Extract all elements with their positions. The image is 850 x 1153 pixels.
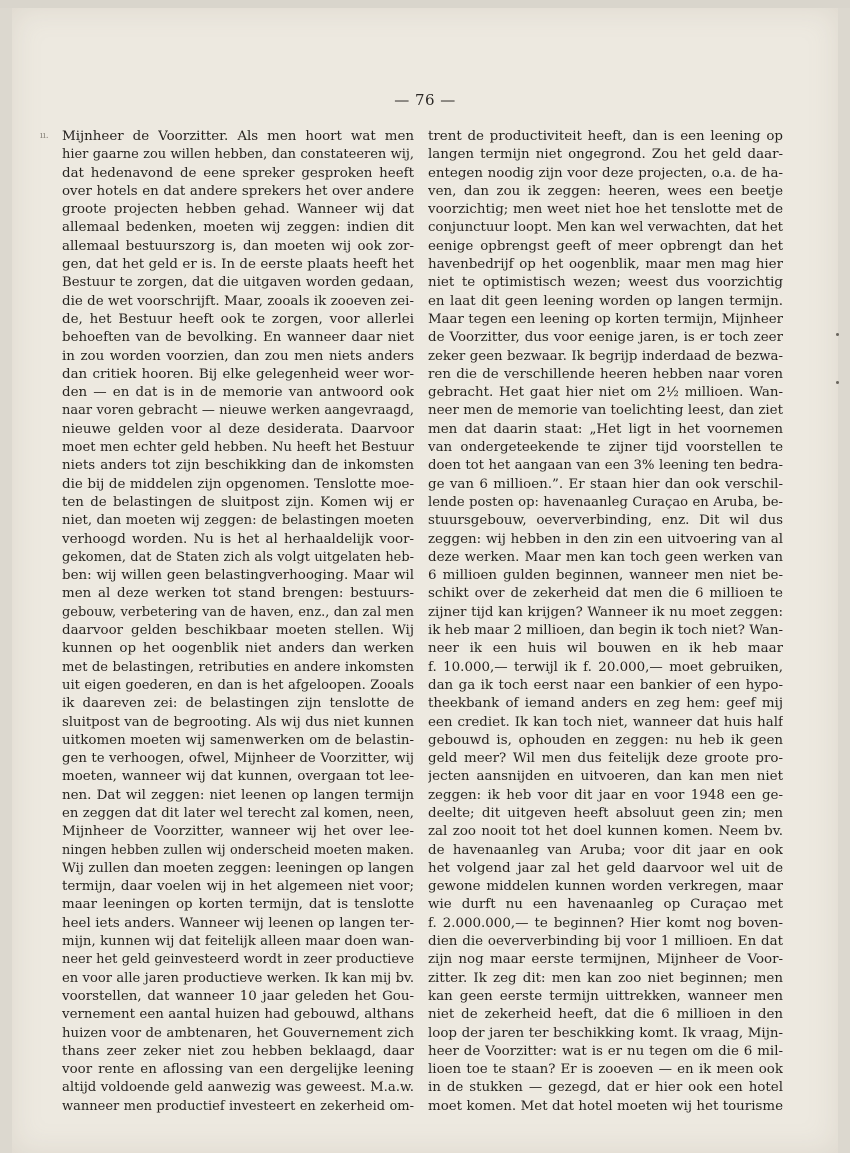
scan-speck — [836, 381, 839, 384]
text-line: nen. Dat wil zeggen: niet leenen op langen termijn — [62, 787, 414, 803]
text-line: 6 millioen gulden beginnen, wanneer men niet be- — [428, 568, 783, 584]
text-line: gekomen, dat de Staten zich als volgt uitgelaten heb- — [62, 549, 414, 565]
text-line: thans zeer zeker niet zou hebben beklaagd, daar — [62, 1043, 414, 1059]
text-line: van ondergeteekende te zijner tijd voorstellen te — [428, 440, 783, 456]
text-line: nieuwe gelden voor al deze desiderata. Daarvoor — [62, 421, 414, 437]
text-line: moet men echter geld hebben. Nu heeft het Bestuur — [62, 440, 414, 456]
text-line: mijn, kunnen wij dat feitelijk alleen maar doen wan- — [62, 934, 414, 950]
text-line: stuursgebouw, oeververbinding, enz. Dit wil dus — [428, 513, 783, 529]
text-line: moeten, wanneer wij dat kunnen, overgaan tot lee- — [62, 769, 414, 785]
text-line: wie durft nu een havenaanleg op Curaçao met — [428, 897, 783, 913]
text-line: kan geen eerste termijn uittrekken, wanneer men — [428, 988, 783, 1004]
text-line: trent de productiviteit heeft, dan is een leening op — [428, 129, 783, 144]
text-line: de havenaanleg van Aruba; voor dit jaar en ook — [428, 842, 783, 858]
text-line: verhoogd worden. Nu is het al herhaaldelijk voor- — [62, 531, 414, 547]
text-line: ben: wij willen geen belastingverhooging. Maar wil — [62, 568, 414, 584]
text-line: conjunctuur loopt. Men kan wel verwachten, dat het — [428, 220, 783, 236]
text-line: gebracht. Het gaat hier niet om 2½ millioen. Wan- — [428, 385, 783, 401]
text-line: geld meer? Wil men dus feitelijk deze groote pro- — [428, 751, 783, 767]
text-line: de Voorzitter, dus voor eenige jaren, is er toch zeer — [428, 330, 783, 346]
text-line: kunnen op het oogenblik niet anders dan werken — [62, 641, 414, 657]
text-line: gebouwd is, ophouden en zeggen: nu heb ik geen — [428, 732, 783, 748]
text-line: den — en dat is in de memorie van antwoord ook — [62, 385, 414, 401]
text-line: en zeggen dat dit later wel terecht zal komen, neen, — [62, 805, 414, 821]
text-line: termijn, daar voelen wij in het algemeen niet voor; — [62, 879, 414, 895]
text-line: allemaal bedenken, moeten wij zeggen: indien dit — [62, 220, 414, 236]
text-line: neer men de memorie van toelichting leest, dan ziet — [428, 403, 783, 419]
text-line: zal zoo nooit tot het doel kunnen komen. Neem bv. — [428, 824, 783, 840]
text-line: dat hedenavond de eene spreker gesproken heeft — [62, 165, 414, 181]
text-line: het volgend jaar zal het geld daarvoor wel uit de — [428, 860, 783, 876]
text-line: niet de zekerheid heeft, dat die 6 millioen in den — [428, 1007, 783, 1023]
text-line: neer het geld geinvesteerd wordt in zeer productieve — [62, 952, 414, 968]
text-line: loop der jaren ter beschikking komt. Ik vraag, Mijn- — [428, 1025, 783, 1041]
text-line: niet te optimistisch wezen; weest dus voorzichtig — [428, 275, 783, 291]
text-line: jecten aansnijden en uitvoeren, dan kan men niet — [428, 769, 783, 785]
text-line: schikt over de zekerheid dat men die 6 millioen te — [428, 586, 783, 602]
text-line: niet, dan moeten wij zeggen: de belastingen moeten — [62, 513, 414, 529]
text-line: gewone middelen kunnen worden verkregen, maar — [428, 879, 783, 895]
text-line: deze werken. Maar men kan toch geen werken van — [428, 549, 783, 565]
text-line: uitkomen moeten wij samenwerken om de belastin- — [62, 732, 414, 748]
text-line: gen te verhoogen, ofwel, Mijnheer de Voorzitter, wij — [62, 751, 414, 767]
text-line: lioen toe te staan? Er is zooeven — en ik meen ook — [428, 1062, 783, 1078]
text-line: dan ga ik toch eerst naar een bankier of een hypo- — [428, 677, 783, 693]
text-line: een crediet. Ik kan toch niet, wanneer dat huis half — [428, 714, 783, 730]
text-line: ren die de verschillende heeren hebben naar voren — [428, 366, 783, 382]
text-line: zeggen: ik heb voor dit jaar en voor 1948 een ge- — [428, 787, 783, 803]
text-line: ven, dan zou ik zeggen: heeren, wees een beetje — [428, 183, 783, 199]
text-line: havenbedrijf op het oogenblik, maar men mag hier — [428, 257, 783, 273]
scan-top-edge — [0, 0, 850, 8]
text-line: zijn nog maar eerste termijnen, Mijnheer de Voor- — [428, 952, 783, 968]
text-line: neer ik een huis wil bouwen en ik heb maar — [428, 641, 783, 657]
text-line: maar leeningen op korten termijn, dat is tenslotte — [62, 897, 414, 913]
text-line: naar voren gebracht — nieuwe werken aangevraagd, — [62, 403, 414, 419]
text-line: huizen voor de ambtenaren, het Gouvernement zich — [62, 1025, 414, 1041]
left-text-column — [62, 128, 414, 1116]
text-line: in zou worden voorzien, dan zou men niets anders — [62, 348, 414, 364]
text-line: wanneer men productief investeert en zekerheid om- — [62, 1098, 414, 1114]
text-line: langen termijn niet ongegrond. Zou het geld daar- — [428, 147, 783, 163]
text-line: voorstellen, dat wanneer 10 jaar geleden het Gou- — [62, 988, 414, 1004]
text-line: hier gaarne zou willen hebben, dan constateeren wij, — [62, 147, 414, 163]
text-line: men al deze werken tot stand brengen: bestuurs- — [62, 586, 414, 602]
text-line: Mijnheer de Voorzitter, wanneer wij het over lee- — [62, 824, 414, 840]
text-line: dan critiek hooren. Bij elke gelegenheid weer wor- — [62, 366, 414, 382]
text-line: de, het Bestuur heeft ook te zorgen, voor allerlei — [62, 311, 414, 327]
text-line: zitter. Ik zeg dit: men kan zoo niet beginnen; men — [428, 970, 783, 986]
text-line: gen, dat het geld er is. In de eerste plaats heeft het — [62, 257, 414, 273]
text-line: zeggen: wij hebben in den zin een uitvoering van al — [428, 531, 783, 547]
text-line: ge van 6 millioen.”. Er staan hier dan ook verschil- — [428, 476, 783, 492]
text-line: die de wet voorschrijft. Maar, zooals ik zooeven zei- — [62, 293, 414, 309]
text-line: allemaal bestuurszorg is, dan moeten wij ook zor- — [62, 238, 414, 254]
text-line: ningen hebben zullen wij onderscheid moeten maken. — [62, 842, 414, 858]
text-line: f. 2.000.000,— te beginnen? Hier komt nog boven- — [428, 915, 783, 931]
text-line: heer de Voorzitter: wat is er nu tegen om die 6 mil- — [428, 1043, 783, 1059]
text-line: altijd voldoende geld aanwezig was geweest. M.a.w. — [62, 1080, 414, 1096]
text-line: met de belastingen, retributies en andere inkomsten — [62, 659, 414, 675]
text-line: zijner tijd kan krijgen? Wanneer ik nu moet zeggen: — [428, 604, 783, 620]
text-line: die bij de middelen zijn opgenomen. Tenslotte moe- — [62, 476, 414, 492]
text-line: heel iets anders. Wanneer wij leenen op langen ter- — [62, 915, 414, 931]
text-line: vernement een aantal huizen had gebouwd, althans — [62, 1007, 414, 1023]
text-line: Mijnheer de Voorzitter. Als men hoort wat men — [62, 129, 414, 144]
text-line: moet komen. Met dat hotel moeten wij het tourisme — [428, 1098, 783, 1114]
text-line: ik heb maar 2 millioen, dan begin ik toch niet? Wan- — [428, 623, 783, 639]
text-line: entegen noodig zijn voor deze projecten, o.a. de ha- — [428, 165, 783, 181]
text-line: Maar tegen een leening op korten termijn, Mijnheer — [428, 311, 783, 327]
text-line: Bestuur te zorgen, dat die uitgaven worden gedaan, — [62, 275, 414, 291]
right-text-column — [428, 128, 783, 1116]
text-line: niets anders tot zijn beschikking dan de inkomsten — [62, 458, 414, 474]
text-line: in de stukken — gezegd, dat er hier ook een hotel — [428, 1080, 783, 1096]
text-line: voor rente en aflossing van een dergelijke leening — [62, 1062, 414, 1078]
text-line: en laat dit geen leening worden op langen termijn. — [428, 293, 783, 309]
text-line: Wij zullen dan moeten zeggen: leeningen op langen — [62, 860, 414, 876]
text-line: zeker geen bezwaar. Ik begrijp inderdaad de bezwa- — [428, 348, 783, 364]
text-line: f. 10.000,— terwijl ik f. 20.000,— moet gebruiken, — [428, 659, 783, 675]
text-line: men dat daarin staat: „Het ligt in het voornemen — [428, 421, 783, 437]
text-line: groote projecten hebben gehad. Wanneer wij dat — [62, 202, 414, 218]
text-line: over hotels en dat andere sprekers het over andere — [62, 183, 414, 199]
text-line: theekbank of iemand anders en zeg hem: geef mij — [428, 696, 783, 712]
text-line: doen tot het aangaan van een 3% leening ten bedra- — [428, 458, 783, 474]
text-line: en voor alle jaren productieve werken. Ik kan mij bv. — [62, 970, 414, 986]
text-line: gebouw, verbetering van de haven, enz., dan zal men — [62, 604, 414, 620]
margin-annotation: ıı. — [40, 131, 49, 141]
page-number: — 76 — — [394, 91, 456, 109]
text-line: deelte; dit uitgeven heeft absoluut geen zin; men — [428, 805, 783, 821]
text-line: ten de belastingen de sluitpost zijn. Komen wij er — [62, 494, 414, 510]
text-line: uit eigen goederen, en dan is het afgeloopen. Zooals — [62, 677, 414, 693]
text-line: dien die oeververbinding bij voor 1 millioen. En dat — [428, 934, 783, 950]
scan-speck — [836, 333, 839, 336]
text-line: eenige opbrengst geeft of meer opbrengt dan het — [428, 238, 783, 254]
text-line: sluitpost van de begrooting. Als wij dus niet kunnen — [62, 714, 414, 730]
text-line: behoeften van de bevolking. En wanneer daar niet — [62, 330, 414, 346]
text-line: voorzichtig; men weet niet hoe het tenslotte met de — [428, 202, 783, 218]
text-line: daarvoor gelden beschikbaar moeten stellen. Wij — [62, 623, 414, 639]
text-line: lende posten op: havenaanleg Curaçao en Aruba, be- — [428, 494, 783, 510]
text-line: ik daareven zei: de belastingen zijn tenslotte de — [62, 696, 414, 712]
